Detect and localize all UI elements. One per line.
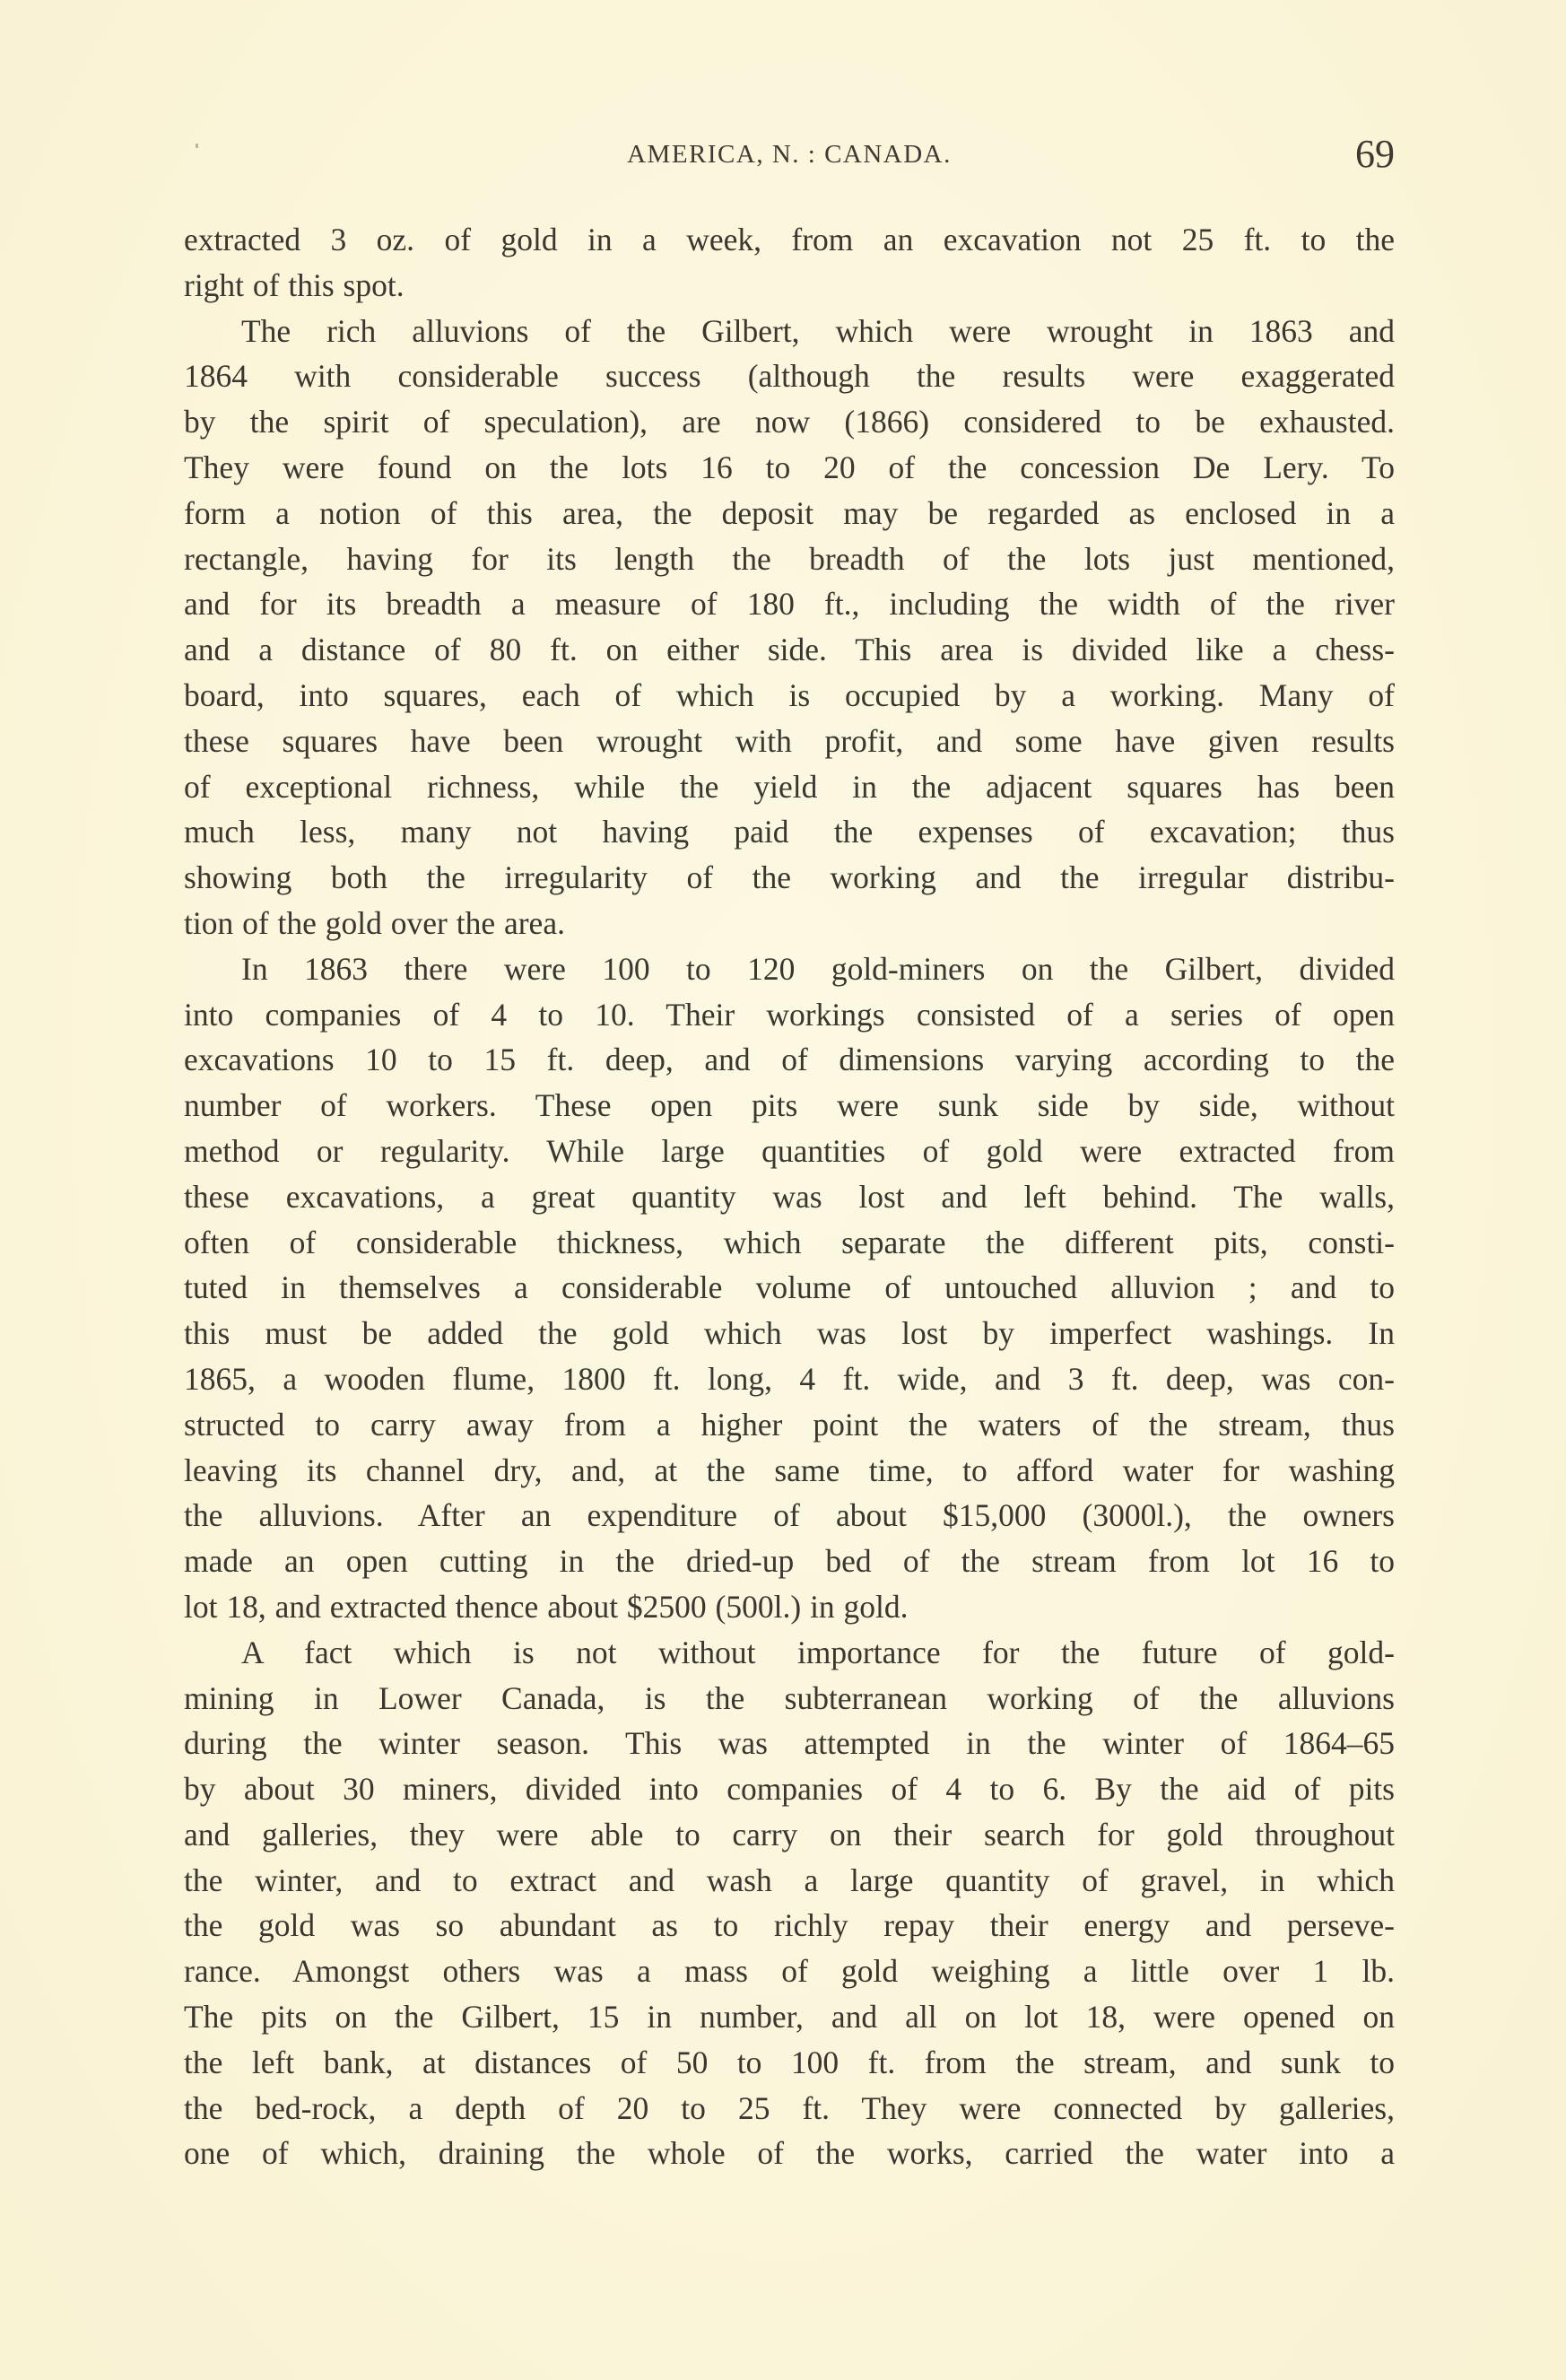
- text-line: showing both the irregularity of the working and the irregular distribu-: [184, 859, 1395, 896]
- text-line: They were found on the lots 16 to 20 of the concession De Lery. To: [184, 449, 1395, 485]
- text-line: and for its breadth a measure of 180 ft., including the width of the river: [184, 586, 1395, 623]
- text-line: 1865, a wooden flume, 1800 ft. long, 4 ft. wide, and 3 ft. deep, was con-: [184, 1360, 1395, 1397]
- text-line: by about 30 miners, divided into companies of 4 to 6. By the aid of pits: [184, 1771, 1395, 1808]
- text-line: into companies of 4 to 10. Their workings consisted of a series of open: [184, 996, 1395, 1033]
- paragraph: [184, 1630, 1395, 2177]
- text-line: rance. Amongst others was a mass of gold weighing a little over 1 lb.: [184, 1953, 1395, 1990]
- text-line: of exceptional richness, while the yield in the adjacent squares has been: [184, 768, 1395, 805]
- text-line: the alluvions. After an expenditure of about $15,000 (3000l.), the owners: [184, 1497, 1395, 1534]
- text-line: mining in Lower Canada, is the subterranean working of the alluvions: [184, 1679, 1395, 1716]
- text-line: tuted in themselves a considerable volume of untouched alluvion ; and to: [184, 1269, 1395, 1306]
- text-line: board, into squares, each of which is occupied by a working. Many of: [184, 676, 1395, 713]
- running-title: AMERICA, N. : CANADA.: [627, 140, 952, 169]
- page-number: 69: [1355, 132, 1395, 176]
- text-line: these squares have been wrought with profit, and some have given results: [184, 722, 1395, 759]
- text-line: these excavations, a great quantity was lost and left behind. The walls,: [184, 1178, 1395, 1215]
- body-text: [184, 217, 1395, 2176]
- text-line: much less, many not having paid the expenses of excavation; thus: [184, 814, 1395, 850]
- text-line: lot 18, and extracted thence about $2500 (500l.) in gold.: [184, 1588, 909, 1625]
- paragraph: [184, 309, 1395, 946]
- text-line: leaving its channel dry, and, at the same time, to afford water for washing: [184, 1452, 1395, 1488]
- text-line: In 1863 there were 100 to 120 gold-miners on the Gilbert, divided: [241, 950, 1395, 987]
- text-line: and a distance of 80 ft. on either side. This area is divided like a chess-: [184, 632, 1395, 668]
- text-line: right of this spot.: [184, 266, 405, 303]
- text-line: rectangle, having for its length the breadth of the lots just mentioned,: [184, 540, 1395, 577]
- text-line: the winter, and to extract and wash a large quantity of gravel, in which: [184, 1861, 1395, 1898]
- text-line: by the spirit of speculation), are now (1866) considered to be exhausted.: [184, 404, 1395, 440]
- text-line: The rich alluvions of the Gilbert, which were wrought in 1863 and: [241, 312, 1395, 349]
- text-line: 1864 with considerable success (although the results were exaggerated: [184, 358, 1395, 395]
- text-line: this must be added the gold which was lost by imperfect washings. In: [184, 1315, 1395, 1352]
- text-line: the left bank, at distances of 50 to 100 ft. from the stream, and sunk to: [184, 2044, 1395, 2080]
- text-line: made an open cutting in the dried-up bed of the stream from lot 16 to: [184, 1543, 1395, 1580]
- text-line: one of which, draining the whole of the works, carried the water into a: [184, 2135, 1395, 2172]
- text-line: during the winter season. This was attempted in the winter of 1864–65: [184, 1725, 1395, 1762]
- paragraph: [184, 946, 1395, 1630]
- text-line: the gold was so abundant as to richly repay their energy and perseve-: [184, 1907, 1395, 1944]
- text-line: structed to carry away from a higher point the waters of the stream, thus: [184, 1406, 1395, 1443]
- text-line: extracted 3 oz. of gold in a week, from an excavation not 25 ft. to the: [184, 222, 1395, 257]
- text-line: number of workers. These open pits were sunk side by side, without: [184, 1087, 1395, 1124]
- text-line: A fact which is not without importance for the future of gold-: [241, 1634, 1395, 1670]
- running-head: [184, 131, 1395, 176]
- text-line: and galleries, they were able to carry on their search for gold throughout: [184, 1816, 1395, 1853]
- text-line: the bed-rock, a depth of 20 to 25 ft. They were connected by galleries,: [184, 2089, 1395, 2126]
- text-line: excavations 10 to 15 ft. deep, and of dimensions varying according to the: [184, 1042, 1395, 1078]
- text-line: tion of the gold over the area.: [184, 904, 565, 941]
- text-line: The pits on the Gilbert, 15 in number, and all on lot 18, were opened on: [184, 1999, 1395, 2036]
- paragraph: [184, 217, 1395, 309]
- text-line: method or regularity. While large quantities of gold were extracted from: [184, 1132, 1395, 1169]
- text-line: often of considerable thickness, which separate the different pits, consti-: [184, 1224, 1395, 1260]
- text-line: form a notion of this area, the deposit may be regarded as enclosed in a: [184, 494, 1395, 531]
